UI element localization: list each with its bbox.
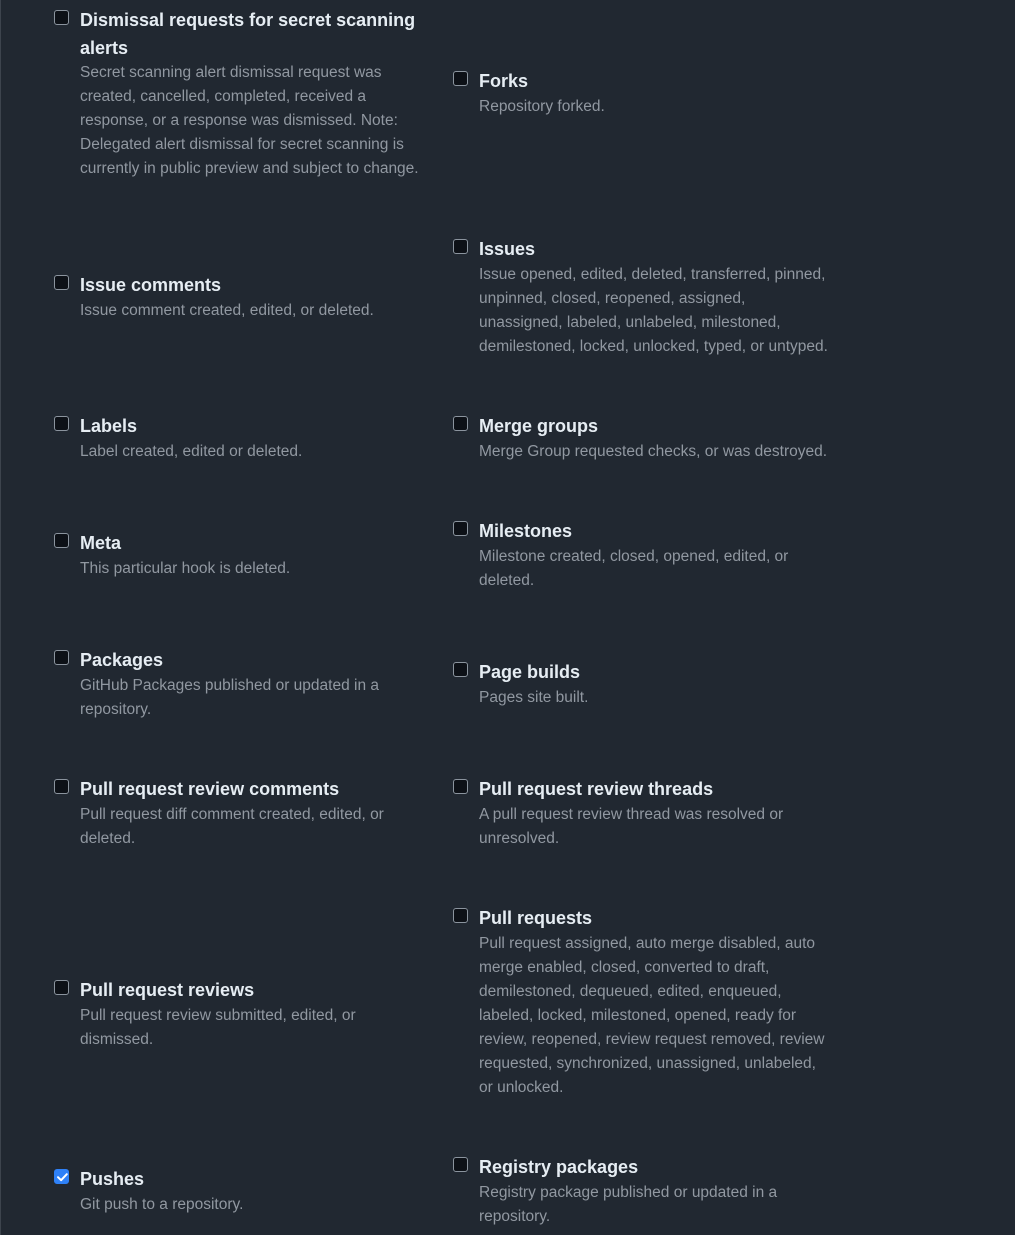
event-description: Issue opened, edited, deleted, transferred, pinned, unpinned, closed, reopened, assigned, unassigned, labeled, unlabeled, milestoned, demilestoned, locked, unlocked, typed, or untyped. bbox=[479, 266, 828, 355]
event-label: Pull request reviews bbox=[80, 980, 255, 1000]
checkbox-registry-packages[interactable] bbox=[453, 1157, 468, 1172]
event-pushes[interactable] bbox=[54, 1165, 429, 1217]
checkbox-merge-groups[interactable] bbox=[453, 416, 468, 431]
event-description: Milestone created, closed, opened, edited, or deleted. bbox=[479, 548, 789, 589]
event-label: Meta bbox=[80, 533, 122, 553]
checkbox-meta[interactable] bbox=[54, 533, 69, 548]
event-secret-scanning-dismissal-requests[interactable] bbox=[54, 6, 429, 181]
event-page-builds[interactable] bbox=[453, 658, 828, 710]
event-pull-requests[interactable] bbox=[453, 904, 828, 1100]
event-label: Pull request review comments bbox=[80, 779, 340, 799]
checkbox-pull-requests[interactable] bbox=[453, 908, 468, 923]
checkbox-pushes[interactable] bbox=[54, 1169, 69, 1184]
event-meta[interactable] bbox=[54, 529, 429, 581]
checkbox-pull-request-review-threads[interactable] bbox=[453, 779, 468, 794]
checkbox-secret-scanning-dismissal-requests[interactable] bbox=[54, 10, 69, 25]
event-label: Packages bbox=[80, 650, 164, 670]
checkbox-page-builds[interactable] bbox=[453, 662, 468, 677]
event-label: Merge groups bbox=[479, 416, 599, 436]
event-label: Registry packages bbox=[479, 1157, 639, 1177]
event-label: Dismissal requests for secret scanning alerts bbox=[80, 10, 416, 58]
event-pull-request-reviews[interactable] bbox=[54, 976, 429, 1052]
event-pull-request-review-comments[interactable] bbox=[54, 775, 429, 851]
event-description: Secret scanning alert dismissal request was created, cancelled, completed, received a response, or a response was dismissed. Note: Delegated alert dismissal for secret scanning is currently in public preview and subject to change. bbox=[80, 64, 419, 177]
event-issues[interactable] bbox=[453, 235, 828, 359]
checkmark-icon bbox=[55, 1170, 70, 1185]
checkbox-milestones[interactable] bbox=[453, 521, 468, 536]
event-labels[interactable] bbox=[54, 412, 429, 464]
event-label: Pull request review threads bbox=[479, 779, 714, 799]
event-label: Pushes bbox=[80, 1169, 145, 1189]
event-description: Pages site built. bbox=[479, 689, 589, 706]
checkbox-issue-comments[interactable] bbox=[54, 275, 69, 290]
event-description: Label created, edited or deleted. bbox=[80, 443, 303, 460]
event-description: Registry package published or updated in a repository. bbox=[479, 1184, 778, 1225]
event-description: Merge Group requested checks, or was destroyed. bbox=[479, 443, 828, 460]
event-issue-comments[interactable] bbox=[54, 271, 429, 323]
event-description: Pull request diff comment created, edited, or deleted. bbox=[80, 806, 384, 847]
event-pull-request-review-threads[interactable] bbox=[453, 775, 828, 851]
checkbox-forks[interactable] bbox=[453, 71, 468, 86]
event-label: Forks bbox=[479, 71, 529, 91]
event-label: Page builds bbox=[479, 662, 581, 682]
event-description: Pull request assigned, auto merge disabled, auto merge enabled, closed, converted to draft, demilestoned, dequeued, edited, enqueued, labeled, locked, milestoned, opened, ready for review, reopened, review request removed, review requested, synchronized, unassigned, unlabeled, or unlocked. bbox=[479, 935, 825, 1096]
event-label: Labels bbox=[80, 416, 138, 436]
checkbox-packages[interactable] bbox=[54, 650, 69, 665]
event-description: A pull request review thread was resolved or unresolved. bbox=[479, 806, 784, 847]
event-packages[interactable] bbox=[54, 646, 429, 722]
event-label: Milestones bbox=[479, 521, 573, 541]
event-forks[interactable] bbox=[453, 67, 828, 119]
event-label: Issues bbox=[479, 239, 536, 259]
checkbox-labels[interactable] bbox=[54, 416, 69, 431]
event-registry-packages[interactable] bbox=[453, 1153, 828, 1229]
event-description: Issue comment created, edited, or deleted. bbox=[80, 302, 374, 319]
event-description: This particular hook is deleted. bbox=[80, 560, 291, 577]
event-label: Pull requests bbox=[479, 908, 593, 928]
panel-left-border bbox=[0, 0, 1, 1235]
event-description: Pull request review submitted, edited, or dismissed. bbox=[80, 1007, 356, 1048]
event-label: Issue comments bbox=[80, 275, 222, 295]
event-milestones[interactable] bbox=[453, 517, 828, 593]
checkbox-pull-request-reviews[interactable] bbox=[54, 980, 69, 995]
checkbox-issues[interactable] bbox=[453, 239, 468, 254]
event-description: GitHub Packages published or updated in a repository. bbox=[80, 677, 380, 718]
event-description: Repository forked. bbox=[479, 98, 605, 115]
event-description: Git push to a repository. bbox=[80, 1196, 244, 1213]
checkbox-pull-request-review-comments[interactable] bbox=[54, 779, 69, 794]
event-merge-groups[interactable] bbox=[453, 412, 828, 464]
